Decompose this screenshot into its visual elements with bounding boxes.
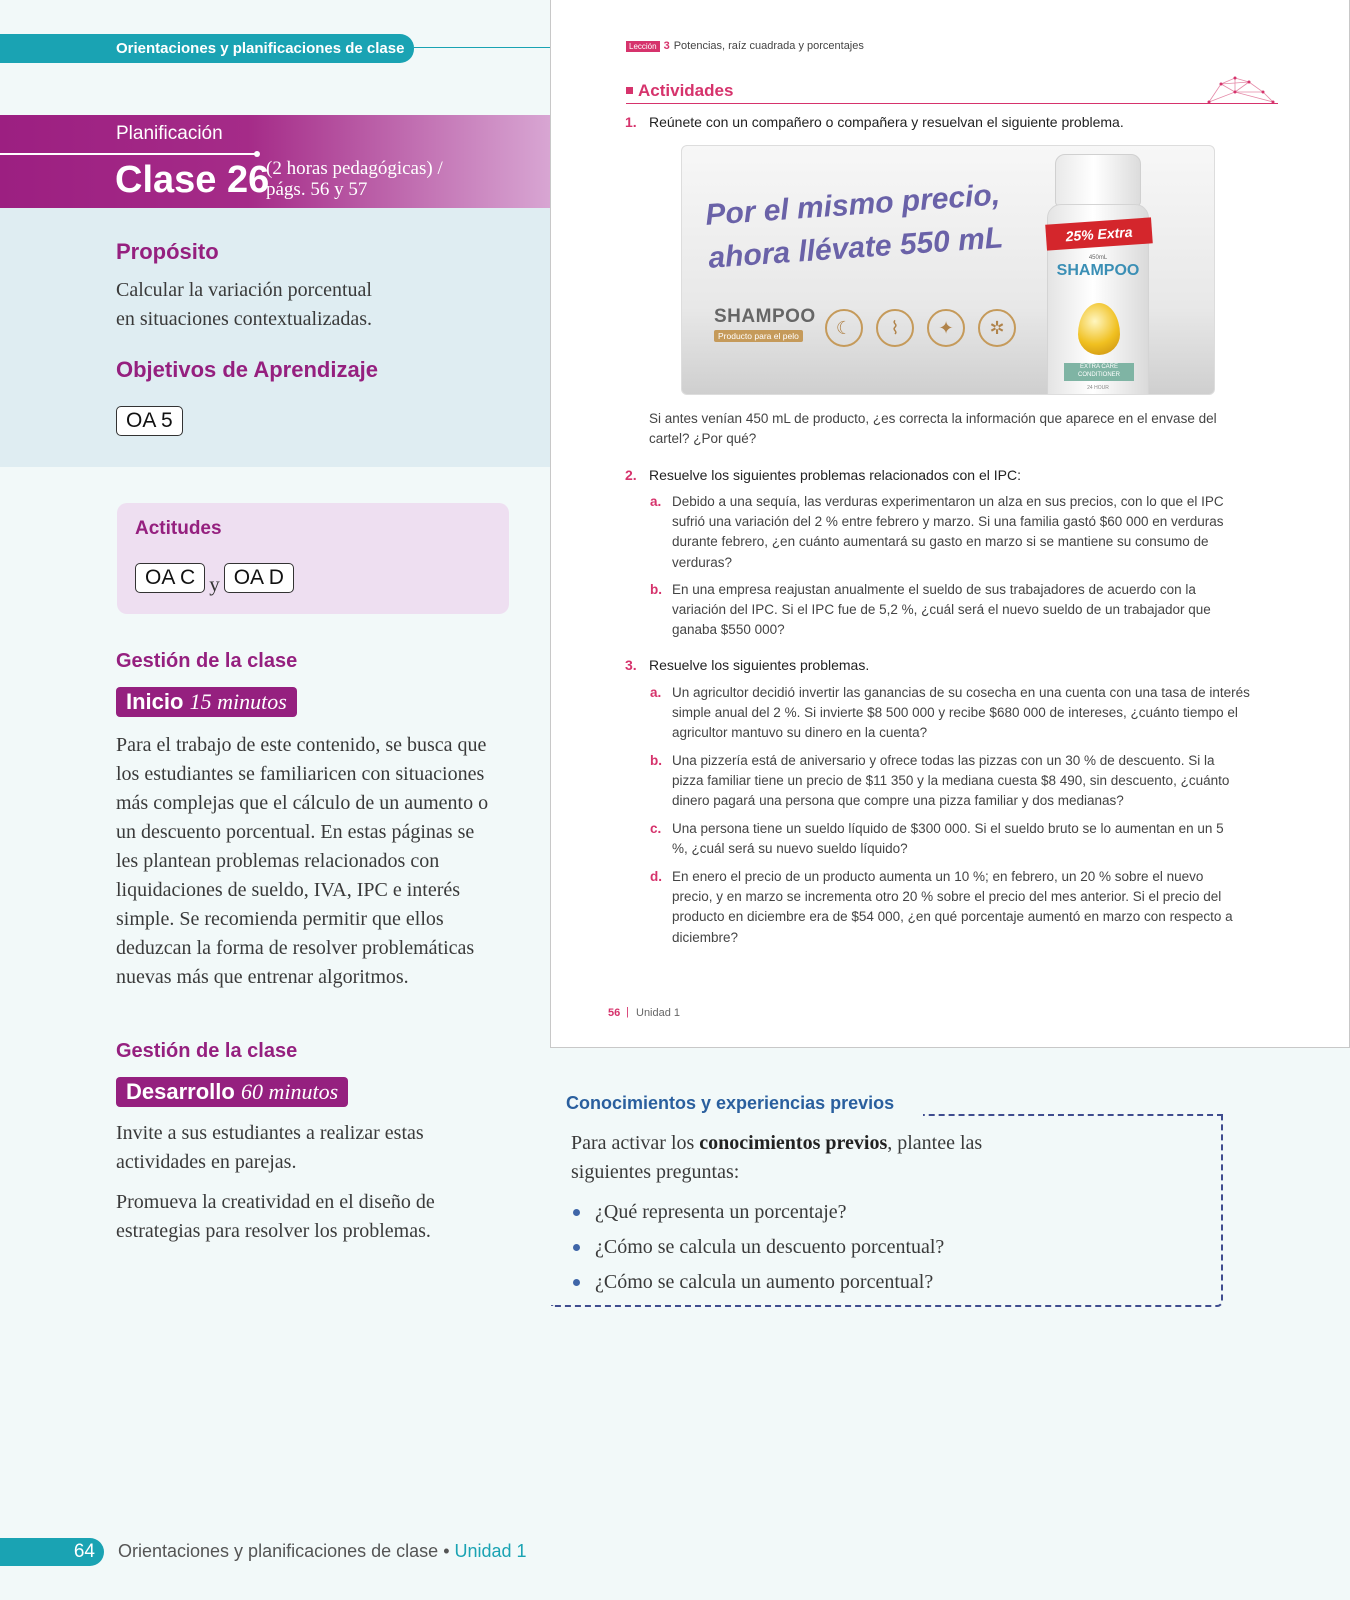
ad-headline-line: ahora llévate 550 mL: [707, 221, 1005, 275]
connector-text: y: [209, 572, 220, 596]
inicio-time: 15 minutos: [189, 689, 287, 714]
subquestion-3c: [650, 819, 1232, 859]
class-pages: págs. 56 y 57: [266, 179, 368, 200]
subquestion-letter: c.: [650, 821, 662, 836]
desarrollo-text: Invite a sus estudiantes a realizar estas actividades en parejas.: [116, 1122, 424, 1173]
intro-emphasis: conocimientos previos: [699, 1132, 888, 1154]
shampoo-ad-image: [681, 145, 1215, 395]
page-footer: [118, 1541, 527, 1562]
textbook-page: [550, 0, 1350, 1048]
desarrollo-label: Desarrollo: [126, 1079, 235, 1104]
network-decoration-icon: [1203, 74, 1275, 106]
ad-tagline: Producto para el pelo: [714, 330, 803, 342]
gestion-heading: Gestión de la clase: [116, 650, 298, 672]
shampoo-bottle: [1047, 154, 1149, 395]
actividades-heading: Actividades: [626, 81, 733, 101]
dna-icon: ⌇: [876, 309, 914, 347]
footer-title: Orientaciones y planificaciones de clase: [118, 1541, 439, 1561]
footer-unit: Unidad 1: [454, 1541, 527, 1561]
subquestion-letter: b.: [650, 582, 662, 597]
actitudes-heading: Actitudes: [135, 518, 222, 539]
oa-badge: OA 5: [116, 406, 183, 436]
book-page-number: 56: [608, 1007, 621, 1019]
actitudes-box: [117, 503, 509, 614]
oil-drop-icon: [1078, 303, 1120, 355]
question-1: [625, 112, 1249, 132]
bottle-cap: [1055, 154, 1141, 206]
planificacion-label: Planificación: [116, 123, 223, 144]
desarrollo-text: Promueva la creatividad en el diseño de estrategias para resolver los problemas.: [116, 1191, 435, 1242]
question-number: 2.: [625, 467, 637, 483]
subquestion-text: En una empresa reajustan anualmente el sueldo de sus trabajadores de acuerdo con la variación del IPC. Si el IPC fue de 5,2 %, ¿cuál será el nuevo sueldo de un trabajador que ganaba $550 000?: [672, 582, 1211, 638]
hair-icon: ☾: [825, 309, 863, 347]
book-footer-unit: Unidad 1: [636, 1007, 681, 1019]
question-3: [625, 655, 1249, 675]
section-header-tab: Orientaciones y planificaciones de clase: [0, 34, 414, 63]
question-number: 3.: [625, 657, 637, 673]
objetivos-heading: Objetivos de Aprendizaje: [116, 357, 379, 382]
molecule-icon: ✲: [978, 309, 1016, 347]
inicio-label: Inicio: [126, 689, 184, 714]
inicio-text: Para el trabajo de este contenido, se busca que los estudiantes se familiaricen con situaciones más complejas que el cálculo de un aumento o un descuento porcentual. En estas páginas se les plantean problemas relacionados con liquidaciones de sueldo, IVA, IPC e interés simple. Se recomienda permitir que ellos deduzcan la forma de resolver problemáticas nuevas más que entrenar algoritmos.: [116, 734, 489, 988]
gestion-heading: Gestión de la clase: [116, 1040, 298, 1062]
proposito-line: en situaciones contextualizadas.: [116, 308, 373, 330]
proposito-text: [116, 276, 476, 334]
question-2: [625, 465, 1249, 485]
conocimientos-heading: Conocimientos y experiencias previos: [566, 1093, 895, 1113]
extra-label: 25% Extra: [1045, 217, 1153, 250]
proposito-line: Calcular la variación porcentual: [116, 279, 372, 301]
subquestion-letter: a.: [650, 685, 662, 700]
conocimientos-intro: [571, 1129, 1041, 1187]
footer-dot: •: [438, 1541, 455, 1561]
question-text: Resuelve los siguientes problemas.: [649, 657, 870, 673]
subquestion-letter: d.: [650, 869, 662, 884]
oa-badge: OA D: [224, 563, 294, 593]
lesson-title: Potencias, raíz cuadrada y porcentajes: [673, 40, 864, 52]
list-item: ¿Cómo se calcula un descuento porcentual?: [595, 1236, 945, 1258]
intro-text: Para activar los: [571, 1132, 700, 1154]
class-hours: (2 horas pedagógicas) /: [266, 158, 443, 179]
sparkle-icon: ✦: [927, 309, 965, 347]
lesson-number: 3: [663, 40, 670, 52]
actitudes-row: [135, 563, 294, 596]
subquestion-3d: [650, 867, 1247, 948]
lesson-badge: Lección: [626, 41, 660, 52]
question-text: Resuelve los siguientes problemas relacionados con el IPC:: [649, 467, 1021, 483]
class-subtitle: [266, 158, 443, 200]
subquestion-text: En enero el precio de un producto aumenta un 10 %; en febrero, un 20 % sobre el nuevo precio, y en marzo se incrementa otro 20 % sobre el precio del mes anterior. Si el precio del producto en diciembre era de $54 000, ¿en qué porcentaje aumentó en marzo con respecto a diciembre?: [672, 869, 1233, 945]
ad-headline: [704, 173, 1004, 279]
subquestion-text: Debido a una sequía, las verduras experimentaron un alza en sus precios, con lo que el IPC sufrió una variación del 2 % entre febrero y marzo. Si una familia gastó $60 000 en verduras durante febrero, ¿en cuánto aumentará su gasto en marzo si se mantiene su consumo de verduras?: [672, 494, 1224, 570]
question-text: Reúnete con un compañero o compañera y resuelvan el siguiente problema.: [649, 114, 1124, 130]
subquestion-text: Una persona tiene un sueldo líquido de $300 000. Si el sueldo bruto se lo aumentan en un 5 %, ¿cuál será su nuevo sueldo líquido?: [672, 821, 1224, 857]
subquestion-letter: a.: [650, 494, 662, 509]
bottle-hours: 24 HOUR: [1087, 385, 1109, 391]
oa-badge: OA C: [135, 563, 205, 593]
bottle-volume: 450mL: [1088, 255, 1108, 261]
subquestion-2b: [650, 580, 1222, 641]
inicio-badge: [116, 687, 297, 717]
question-1-followup: Si antes venían 450 mL de producto, ¿es correcta la información que aparece en el envase del cartel? ¿Por qué?: [649, 411, 1217, 447]
page-number: 64: [0, 1538, 104, 1566]
question-number: 1.: [625, 114, 637, 130]
intro-text: , plantee las siguientes preguntas:: [571, 1132, 983, 1183]
class-title: Clase 26: [115, 159, 270, 201]
book-footer-separator: |: [626, 1006, 629, 1018]
subquestion-3a: [650, 683, 1252, 744]
ad-brand: SHAMPOO: [714, 306, 816, 327]
ad-headline-line: Por el mismo precio,: [704, 178, 1002, 232]
subquestion-2a: [650, 492, 1252, 573]
class-banner: [0, 115, 551, 208]
subquestion-3b: [650, 751, 1232, 812]
proposito-heading: Propósito: [116, 239, 219, 264]
desarrollo-badge: [116, 1077, 348, 1107]
subquestion-text: Un agricultor decidió invertir las ganancias de su cosecha en una cuenta con una tasa de interés simple anual del 2 %. Si invierte $8 500 000 y recibe $680 000 de intereses, ¿cuánto tiempo el agricultor mantuvo su dinero en la cuenta?: [672, 685, 1250, 741]
header-rule: [414, 47, 552, 48]
list-item: ¿Cómo se calcula un aumento porcentual?: [595, 1271, 934, 1293]
subquestion-text: Una pizzería está de aniversario y ofrece todas las pizzas con un 30 % de descuento. Si la pizza familiar tiene un precio de $11 350 y la mediana cuesta $8 490, sin descuento, ¿cuánto dinero pagará una persona que compre una pizza familiar y dos medianas?: [672, 753, 1230, 809]
lesson-header: [626, 40, 864, 52]
subquestion-letter: b.: [650, 753, 662, 768]
actividades-rule: [626, 103, 1278, 104]
bottle-care-label: EXTRA CARE CONDITIONER: [1064, 363, 1134, 381]
list-item: ¿Qué representa un porcentaje?: [595, 1201, 847, 1223]
bottle-brand: SHAMPOO: [1056, 262, 1140, 279]
bottle-body: [1047, 204, 1149, 395]
desarrollo-time: 60 minutos: [240, 1079, 339, 1104]
banner-rule: [0, 153, 257, 155]
